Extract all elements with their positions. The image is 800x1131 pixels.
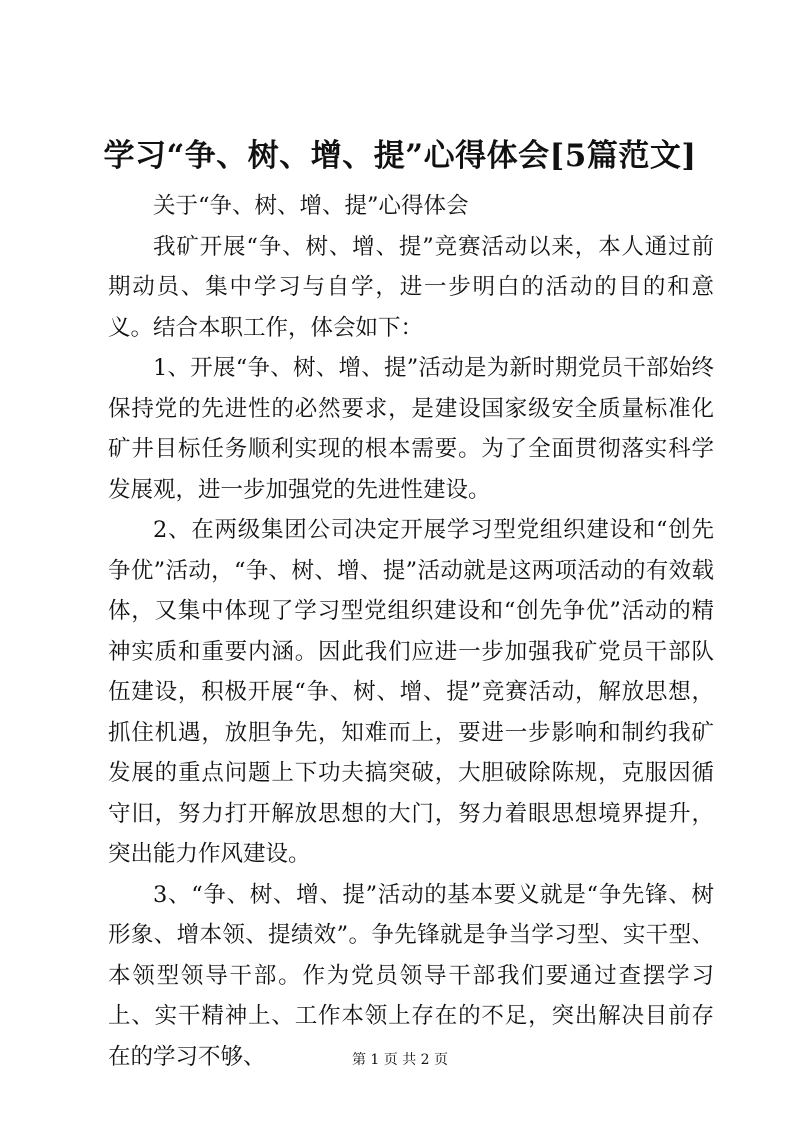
paragraph-point-2: 2、在两级集团公司决定开展学习型党组织建设和“创先争优”活动，“争、树、增、提”活动就是这两项活动的有效载体，又集中体现了学习型党组织建设和“创先争优”活动的精神实质和重要内涵。因此我们应进一步加强我矿党员干部队伍建设，积极开展“争、树、增、提”竞赛活动，解放思想，抓住机遇，放胆争先，知难而上，要进一步影响和制约我矿发展的重点问题上下功夫搞突破，大胆破除陈规，克服因循守旧，努力打开解放思想的大门，努力着眼思想境界提升，突出能力作风建设。 xyxy=(108,517,714,867)
page-number-footer: 第 1 页 共 2 页 xyxy=(351,1052,449,1068)
paragraph-subtitle: 关于“争、树、增、提”心得体会 xyxy=(153,193,469,219)
document-title: 学习“争、树、增、提”心得体会[5篇范文] xyxy=(103,138,697,174)
paragraph-point-1: 1、开展“争、树、增、提”活动是为新时期党员干部始终保持党的先进性的必然要求，是建设国家级安全质量标准化矿井目标任务顺利实现的根本需要。为了全面贯彻落实科学发展观，进一步加强党的先进性建设。 xyxy=(108,355,714,503)
document-body xyxy=(108,186,714,1077)
paragraph-intro: 我矿开展“争、树、增、提”竞赛活动以来，本人通过前期动员、集中学习与自学，进一步明白的活动的目的和意义。结合本职工作，体会如下： xyxy=(108,233,714,341)
paragraph-point-3: 3、“争、树、增、提”活动的基本要义就是“争先锋、树形象、增本领、提绩效”。争先锋就是争当学习型、实干型、本领型领导干部。作为党员领导干部我们要通过查摆学习上、实干精神上、工作本领上存在的不足，突出解决目前存在的学习不够、 xyxy=(108,881,714,1070)
